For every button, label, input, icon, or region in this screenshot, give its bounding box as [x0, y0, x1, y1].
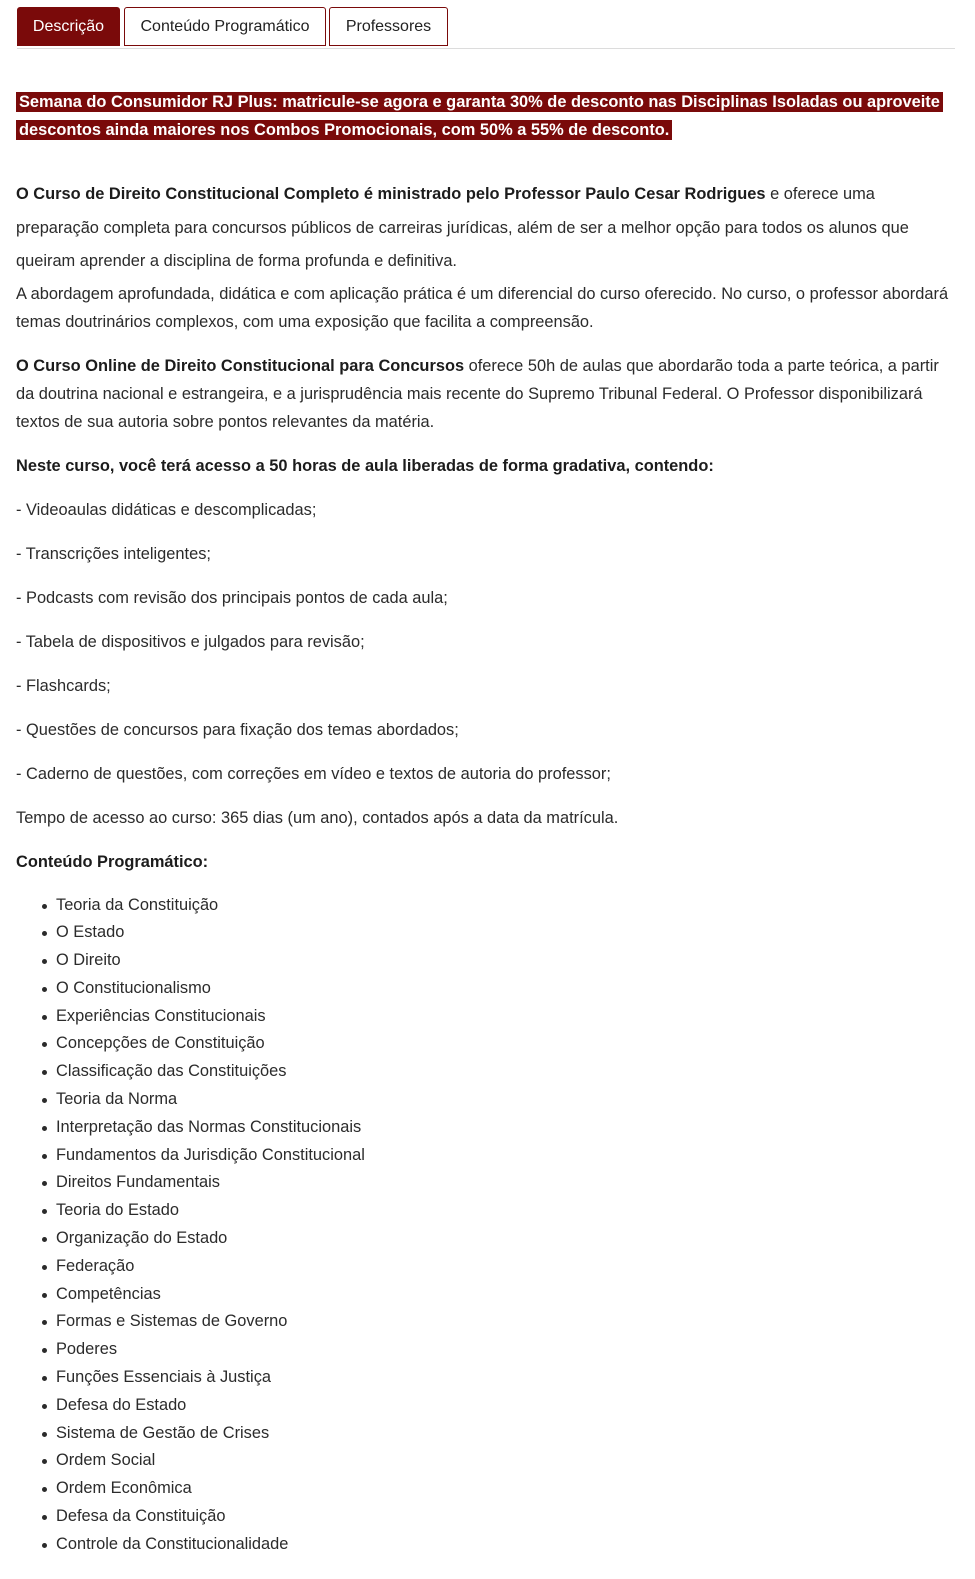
list-item: Ordem Social [56, 1447, 956, 1475]
feature-item: - Podcasts com revisão dos principais pontos de cada aula; [16, 588, 448, 607]
list-item: Teoria da Constituição [56, 892, 956, 920]
list-item: O Estado [56, 919, 956, 947]
list-item: Organização do Estado [56, 1225, 956, 1253]
list-item: Teoria da Norma [56, 1086, 956, 1114]
list-item: Federação [56, 1253, 956, 1281]
feature-item: - Caderno de questões, com correções em vídeo e textos de autoria do professor; [16, 764, 611, 783]
list-item: Defesa da Constituição [56, 1503, 956, 1531]
list-item: Competências [56, 1281, 956, 1309]
access-time: Tempo de acesso ao curso: 365 dias (um ano), contados após a data da matrícula. [16, 808, 619, 827]
syllabus-list [16, 892, 956, 1559]
list-item: Concepções de Constituição [56, 1030, 956, 1058]
list-item: Teoria do Estado [56, 1197, 956, 1225]
online-rest: oferece 50h de aulas que abordarão toda a parte teórica, a partir da doutrina nacional e estrangeira, e a jurisprudência mais recente do Supremo Tribunal Federal. O Professor disponibilizará textos de sua autoria sobre pontos relevantes da matéria. [16, 356, 939, 431]
list-item: Formas e Sistemas de Governo [56, 1308, 956, 1336]
promo-text: Semana do Consumidor RJ Plus: matricule-se agora e garanta 30% de desconto nas Disciplinas Isoladas ou aproveite descontos ainda maiores nos Combos Promocionais, com 50% a 55% de desconto. [16, 92, 943, 140]
list-item: Experiências Constitucionais [56, 1003, 956, 1031]
promo-banner [16, 88, 956, 144]
list-item: Interpretação das Normas Constitucionais [56, 1114, 956, 1142]
online-bold: O Curso Online de Direito Constitucional para Concursos [16, 356, 465, 375]
list-item: Controle da Constitucionalidade [56, 1531, 956, 1559]
feature-item: - Videoaulas didáticas e descomplicadas; [16, 500, 317, 519]
list-item: Sistema de Gestão de Crises [56, 1420, 956, 1448]
list-item: Fundamentos da Jurisdição Constitucional [56, 1142, 956, 1170]
list-item: Classificação das Constituições [56, 1058, 956, 1086]
tab-conteudo-programatico[interactable]: Conteúdo Programático [124, 7, 326, 46]
list-item: Defesa do Estado [56, 1392, 956, 1420]
list-item: Funções Essenciais à Justiça [56, 1364, 956, 1392]
list-item: O Direito [56, 947, 956, 975]
tab-bar [17, 7, 955, 49]
list-item: Poderes [56, 1336, 956, 1364]
feature-item: - Transcrições inteligentes; [16, 544, 211, 563]
feature-item: - Tabela de dispositivos e julgados para revisão; [16, 632, 365, 651]
list-item: Direitos Fundamentais [56, 1169, 956, 1197]
tab-descricao[interactable]: Descrição [17, 7, 120, 46]
intro-bold: O Curso de Direito Constitucional Completo é ministrado pelo Professor Paulo Cesar Rodrigues [16, 185, 766, 203]
access-heading: Neste curso, você terá acesso a 50 horas de aula liberadas de forma gradativa, contendo: [16, 456, 714, 475]
tab-professores[interactable]: Professores [329, 7, 448, 46]
feature-item: - Flashcards; [16, 676, 111, 695]
online-course-paragraph [16, 352, 956, 436]
intro-paragraph [16, 178, 956, 279]
feature-item: - Questões de concursos para fixação dos temas abordados; [16, 720, 459, 739]
approach-paragraph: A abordagem aprofundada, didática e com aplicação prática é um diferencial do curso oferecido. No curso, o professor abordará temas doutrinários complexos, com uma exposição que facilita a compreensão. [16, 284, 949, 331]
description-panel [16, 88, 956, 1559]
syllabus-heading: Conteúdo Programático: [16, 852, 209, 871]
intro-rest: e oferece uma preparação completa para concursos públicos de carreiras jurídicas, além de ser a melhor opção para todos os alunos que queiram aprender a disciplina de forma profunda e definitiva. [16, 185, 909, 270]
list-item: Ordem Econômica [56, 1475, 956, 1503]
list-item: O Constitucionalismo [56, 975, 956, 1003]
